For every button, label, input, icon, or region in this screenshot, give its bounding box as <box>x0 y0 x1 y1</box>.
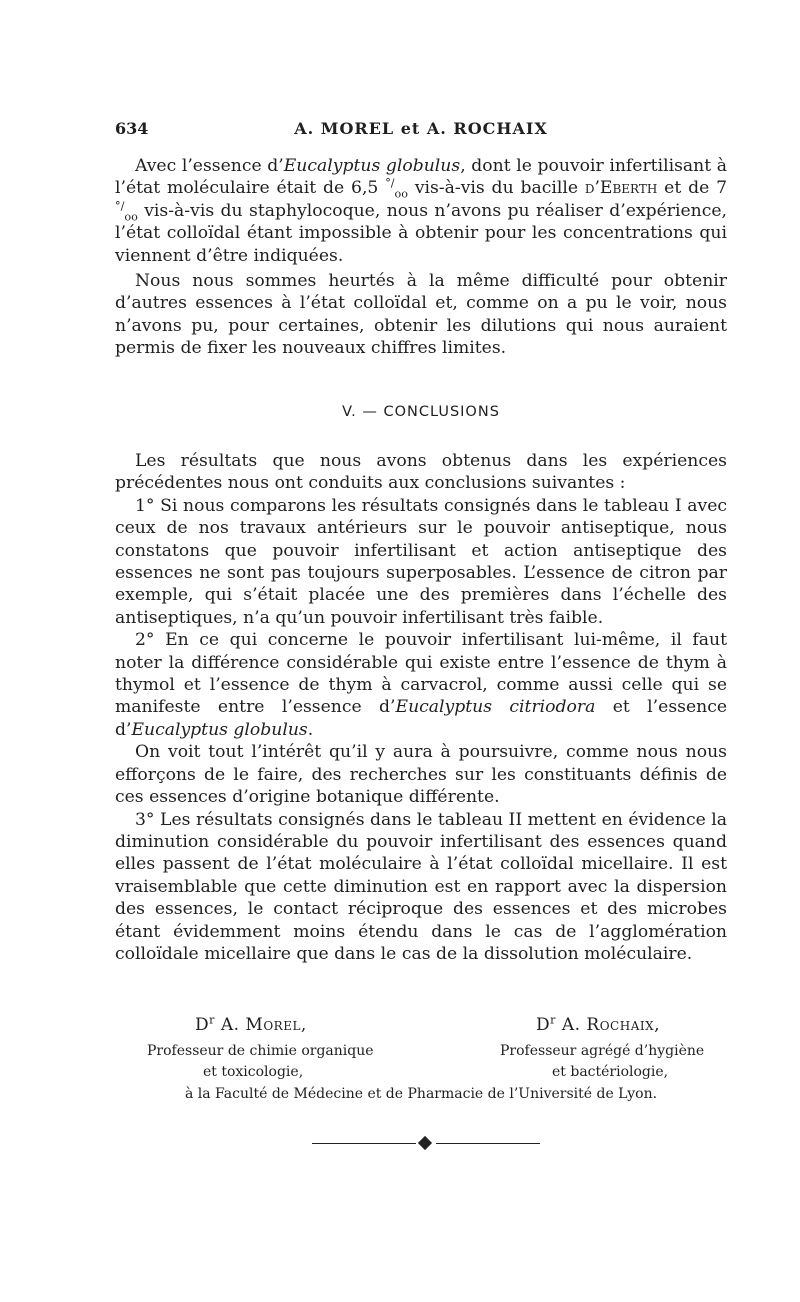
ornament-rule-right <box>436 1143 540 1144</box>
diamond-icon <box>418 1136 432 1150</box>
intro-paragraph-1: Avec l’essence d’Eucalyptus globulus, dont le pouvoir infertilisant à l’état moléculaire était de 6,5 °/$_{oo}$ vis-à-vis du bacille d’Eberth et de 7 °/$_{oo}$ vis-à-vis du staphylocoque, nous n’avons pu réaliser d’expérience, l’état colloïdal étant impossible à obtenir pour les concentrations qui viennent d’être indiquées. <box>115 156 727 266</box>
conclusions-paragraph-1: Les résultats que nous avons obtenus dans les expériences précédentes nous ont conduits aux conclusions suivantes : <box>115 451 727 494</box>
running-header <box>115 119 727 141</box>
affiliation: à la Faculté de Médecine et de Pharmacie de l’Université de Lyon. <box>184 1086 658 1102</box>
author-right-title-1: Professeur agrégé d’hygiène <box>500 1043 705 1059</box>
author-left-title-1: Professeur de chimie organique <box>147 1043 374 1059</box>
species-name: Eucalyptus globulus <box>131 719 308 740</box>
end-ornament <box>312 1137 540 1149</box>
conclusions-paragraph-4: On voit tout l’intérêt qu’il y aura à poursuivre, comme nous nous efforçons de le faire, des recherches sur les constituants définis de ces essences d’origine botanique différente. <box>115 742 727 808</box>
page-number: 634 <box>115 119 149 138</box>
species-name: Eucalyptus globulus <box>283 156 461 176</box>
conclusion-2: 2° En ce qui concerne le pouvoir infertilisant lui-même, il faut noter la différence considérable qui existe entre l’essence de thym à thymol et l’essence de thym à carvacrol, comme aussi celle qui se manifeste entre l’essence d’Eucalyptus citriodora et l’essence d’Eucalyptus globulus. <box>115 630 727 740</box>
section-title: V. — CONCLUSIONS <box>342 404 500 420</box>
eberth-name: d’Eberth <box>584 178 658 199</box>
permille-sign: °/$_{oo}$ <box>115 199 138 224</box>
conclusions-body <box>115 450 727 965</box>
conclusion-1: 1° Si nous comparons les résultats consignés dans le tableau I avec ceux de nos travaux antérieurs sur le pouvoir antiseptique, nous constatons que pouvoir infertilisant et action antiseptique des essences ne sont pas toujours superposables. L’essence de citron par exemple, qui s’était placée une des premières dans l’échelle des antiseptiques, n’a qu’un pouvoir infertilisant très faible. <box>115 495 727 628</box>
conclusion-3: 3° Les résultats consignés dans le tableau II mettent en évidence la diminution considérable du pouvoir infertilisant des essences quand elles passent de l’état moléculaire à l’état colloïdal micellaire. Il est vraisemblable que cette diminution est en rapport avec la dispersion des essences, le contact réciproque des essences et des microbes étant évidemment moins étendu dans le cas de l’agglomération colloïdale micellaire que dans le cas de la dissolution moléculaire. <box>115 809 727 964</box>
running-title: A. MOREL et A. ROCHAIX <box>294 119 548 138</box>
author-left-title-2: et toxicologie, <box>203 1064 304 1080</box>
species-name: Eucalyptus citriodora <box>395 697 596 718</box>
permille-sign: °/$_{oo}$ <box>385 176 408 201</box>
author-left-name: $D^r$ A. Morel, <box>195 1013 307 1035</box>
intro-paragraph-2: Nous nous sommes heurtés à la même difficulté pour obtenir d’autres essences à l’état colloïdal et, comme on a pu le voir, nous n’avons pu, pour certaines, obtenir les dilutions qui nous auraient permis de fixer les nouveaux chiffres limites. <box>115 271 727 359</box>
author-right-title-2: et bactériologie, <box>552 1064 669 1080</box>
author-right-name: $D^r$ A. Rochaix, <box>536 1013 661 1035</box>
ornament-rule-left <box>312 1143 416 1144</box>
